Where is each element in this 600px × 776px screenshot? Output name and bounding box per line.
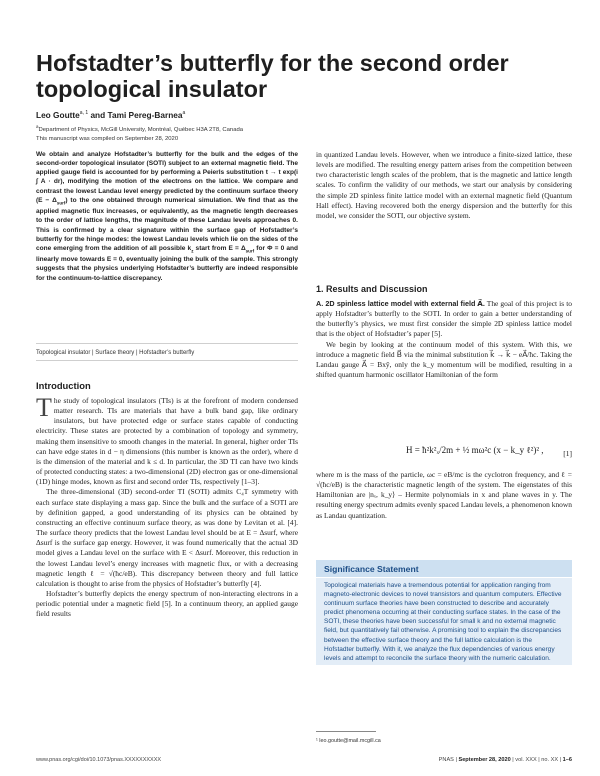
footer-journal: PNAS <box>438 757 454 763</box>
drop-cap: T <box>36 393 52 422</box>
footer-date: September 28, 2020 <box>458 757 511 763</box>
right-paragraph-1: in quantized Landau levels. However, when we introduce a finite-sized lattice, these levels are modified. The resulting energy pattern arises from the competition between two characteristic length scales of the problem, that is the magnetic and lattice length scales. To confirm the validity of our methods, we start our analysis by considering the simple 2D spinless finite lattice model with an external magnetic field (Quantum Hall effect). Having recovered both the energy dispersion and the butterfly for this model, we consider the SOTI, our objective system. <box>316 150 572 220</box>
abstract-sub-1: surf <box>56 200 66 206</box>
intro-paragraph-2: The three-dimensional (3D) second-order TI (SOTI) admits C₄T symmetry with each surface state displaying a mass gap. Since the bulk and the surface of a SOTI are by definition gapped, a good understanding of its physics can be obtained by constructing an effective continuum surface theory, as was done by Levitan et al. [4]. The surface theory predicts that the lowest Landau level should be at E = Δsurf, where Δsurf is the surface gap energy. However, it was found numerically that the actual 3D model gives a Landau level on the surface with E < Δsurf. Moreover, this reduction in the lowest Landau level’s energy increases with magnetic flux, or with a decreasing magnetic length ℓ = √(ħc/eB). This discrepancy between theory and full lattice calculation is thought to arise from the physics of Hofstadter’s butterfly [4]. <box>36 487 298 588</box>
abstract-text-2: ) to the one obtained through numerical simulation. We find that as the applied magnetic flux increases, or equivalently, as the magnetic length decreases to the order of lattice lengths, the magnitude of these Landau levels approaches 0. This is confirmed by a clear signature within the surface gap of Hofstadter’s butterfly for the hinge modes: the lowest Landau levels which lie on the sides of the cone emerging from the addition of all possible k <box>36 196 299 252</box>
equation-text: H = ħ²k²ₓ/2m + ½ mω²c (x − k_y ℓ²)² , <box>406 445 544 455</box>
author-1-affil: a, 1 <box>79 110 89 117</box>
paper-title: Hofstadter’s butterfly for the second order topological insulator <box>36 50 509 102</box>
abstract-sub-2: z <box>191 248 194 254</box>
intro-body <box>36 393 298 619</box>
abstract-text-1: We obtain and analyze Hofstadter’s butterfly for the bulk and the edges of the second-order topological insulator (SOTI) subject to an external magnetic field. The applied gauge field is accounted for by performing a Peierls substitution t → t exp(i ∫ A · dr), modifying the motion of the electrons on the lattice. We compare and contrast the lowest Landau level energy predicted by the continuum surface theory (E − Δ <box>36 151 298 204</box>
footnote-rule <box>316 731 376 732</box>
footer-number: no. XX <box>541 757 559 763</box>
right-column-intro <box>316 150 572 221</box>
author-1: Leo Goutte <box>36 110 80 120</box>
keywords-bottom-rule <box>36 360 298 361</box>
abstract-text-4: for Φ = 0 and linearly move towards E = 0, eventually joining the bulk of the sample. This strongly suggests that the physics underlying Hofstadter’s butterfly are indeed responsible for the continuum-to-lattice discrepancy. <box>36 244 298 282</box>
section-a-body <box>316 299 572 380</box>
footer-doi[interactable]: www.pnas.org/cgi/doi/10.1073/pnas.XXXXXXXXXX <box>36 757 162 763</box>
section-a-paragraph-1 <box>316 299 572 340</box>
equation-number: [1] <box>563 449 572 458</box>
keywords: Topological insulator | Surface theory | Hofstadter’s butterfly <box>36 350 195 356</box>
author-line <box>36 110 185 120</box>
intro-paragraph-3: Hofstadter’s butterfly depicts the energy spectrum of non-interacting electrons in a periodic potential under a magnetic field [5]. In a continuum theory, an applied gauge field results <box>36 588 298 619</box>
author-2-affil: a <box>182 110 186 117</box>
intro-p1-text: he study of topological insulators (TIs) is at the forefront of modern condensed matter research. TIs are materials that have a bulk band gap, like ordinary insulators, but have protected edge or surface states capable of conducting electricity. These states are protected by a combination of topology and symmetry, making them insensitive to smooth changes in the material. In general, higher order TIs can have edge states in d − η dimensions (this number is known as the order), where d is the dimension of the material and k ≤ d. In particular, the 3D TI can have two kinds of protected conducting states: a two-dimensional (2D) electron gas or one-dimensional (1D) hinge modes, known as first and second order TIs, respectively [1–3]. <box>36 396 298 487</box>
section-a-paragraph-2: We begin by looking at the continuum model of this system. With this, we introduce a magnetic field B⃗ via the minimal substitution k⃗ → k⃗ − eA⃗/ħc. Taking the Landau gauge A⃗ = Bxŷ, only the k_y momentum will be modified, resulting in a shifted quantum harmonic oscillator Hamiltonian of the form <box>316 339 572 380</box>
affiliation <box>36 124 243 133</box>
intro-heading: Introduction <box>36 380 91 391</box>
compile-date: This manuscript was compiled on September 28, 2020 <box>36 136 179 142</box>
results-heading: 1. Results and Discussion <box>316 284 428 294</box>
author-2: and Tami Pereg-Barnea <box>88 110 183 120</box>
affiliation-text: Department of Physics, McGill University, Montréal, Québec H3A 2T8, Canada <box>38 126 244 133</box>
footnote-email: ¹ leo.goutte@mail.mcgill.ca <box>316 738 381 744</box>
footer-journal-info: PNAS | September 28, 2020 | vol. XXX | no. XX | 1–6 <box>438 757 572 763</box>
subsection-heading: A. 2D spinless lattice model with external field A⃗. <box>316 299 485 308</box>
section-a-paragraph-3: where m is the mass of the particle, ωc = eB/mc is the cyclotron frequency, and ℓ = √(ħc/eB) is the characteristic magnetic length of the system. The eigenstates of this Hamiltonian are |nₓ, k_y⟩ – Hermite polynomials in x and plane waves in y. The resulting energy spectrum admits evenly spaced Landau levels, a phenomenon known as Landau quantization. <box>316 470 572 520</box>
abstract-sub-3: surf <box>245 248 255 254</box>
abstract-text-3: start from E = Δ <box>193 244 246 252</box>
keywords-top-rule <box>36 343 298 344</box>
significance-body: Topological materials have a tremendous potential for application ranging from magneto-electronic devices to novel transistors and quantum computers. Effective continuum surface theories have been constructed to describe and accurately predict phenomena occurring at their conducting surface states. In the case of the SOTI, these theories have been successful for small k and no external magnetic field, but quantitatively fail otherwise. A promising tool to explain the discrepancies between the effective surface theory and the full lattice calculation is the Hofstadter butterfly. With it, we analyze the flux dependencies of various energy levels and attempt to reconcile the surface theory with the numeric calculation. <box>316 578 572 665</box>
intro-paragraph-1 <box>36 393 298 487</box>
section-a-text-1: The goal of this project is to apply Hofstadter’s butterfly to the SOTI. In order to gain a better understanding of the butterfly’s physics, we must first consider the simple 2D spinless lattice model that is the object of Hofstadter’s paper [5]. <box>316 299 572 339</box>
footer-volume: vol. XXX <box>515 757 537 763</box>
equation-1 <box>316 441 572 465</box>
affiliation-marker: a <box>36 124 39 129</box>
abstract <box>36 150 298 283</box>
footer-pages: 1–6 <box>562 757 572 763</box>
significance-heading: Significance Statement <box>316 560 572 577</box>
